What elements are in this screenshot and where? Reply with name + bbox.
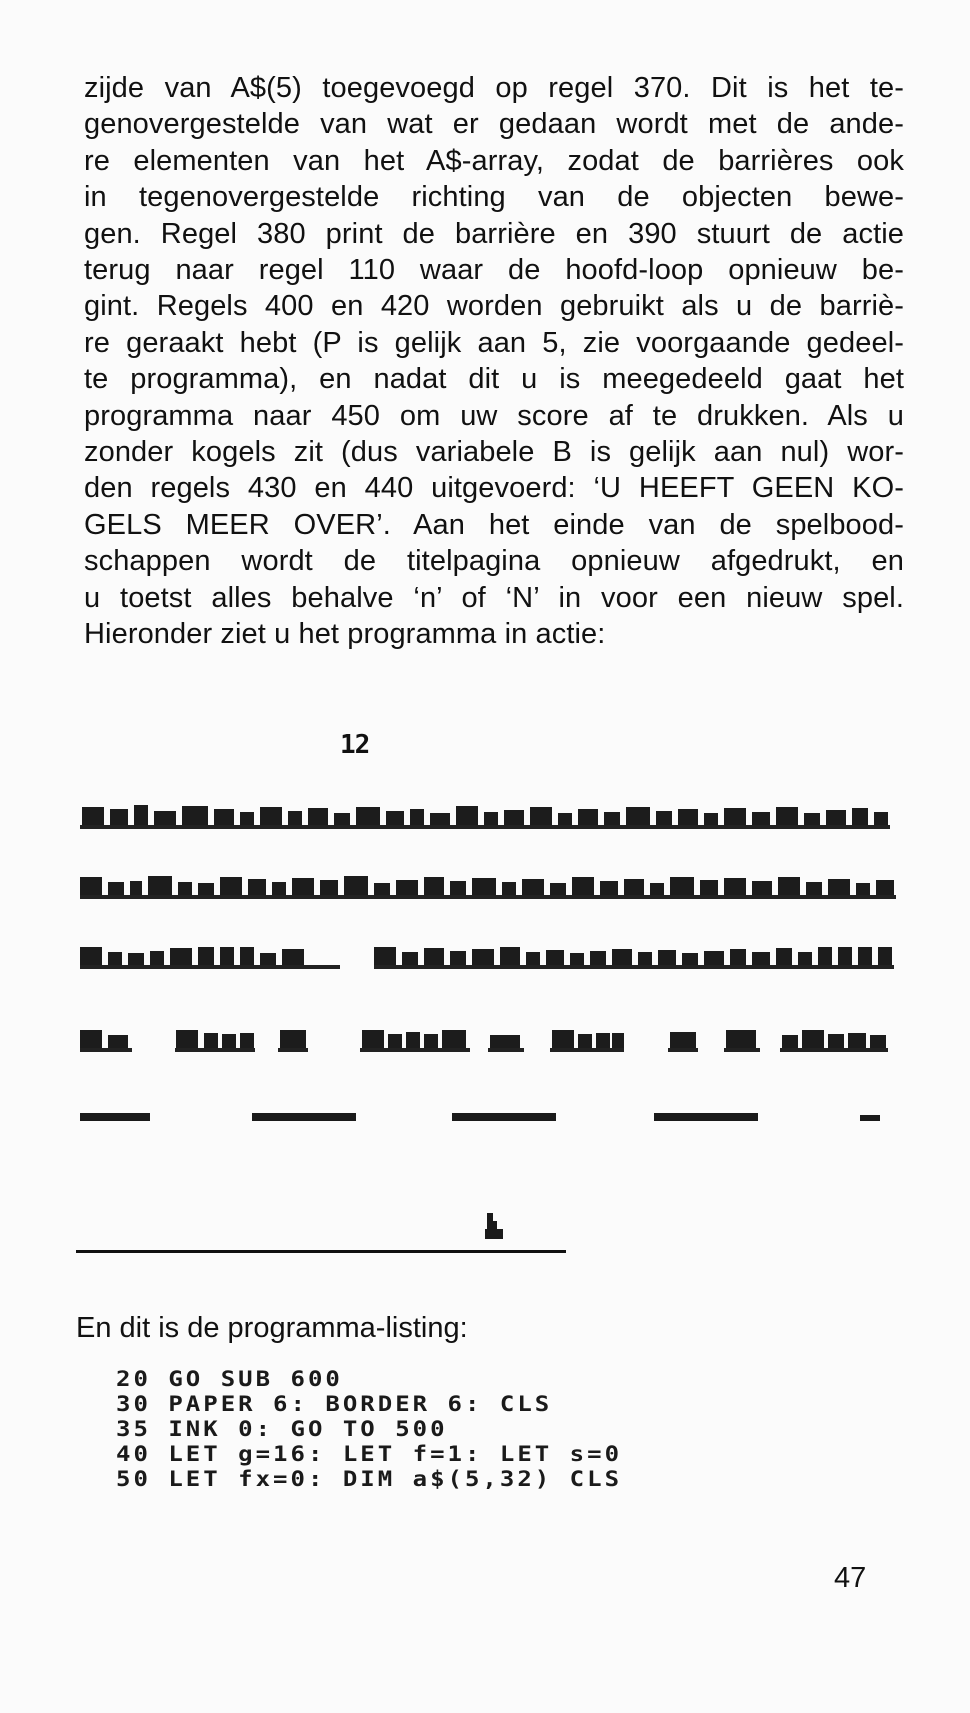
text-line: den regels 430 en 440 uitgevoerd: ‘U HEEFT GEEN KO- xyxy=(84,472,904,505)
text-line: schappen wordt de titelpagina opnieuw afgedrukt, en xyxy=(84,545,904,578)
text-line: re elementen van het A$-array, zodat de barrières ook xyxy=(84,144,904,177)
code-line: 30 PAPER 6: BORDER 6: CLS xyxy=(116,1391,553,1417)
barrier-row xyxy=(80,1107,900,1137)
text-line: zijde van A$(5) toegevoegd op regel 370. Dit is het te- xyxy=(84,72,904,104)
page-number: 47 xyxy=(834,1562,867,1594)
text-line: gint. Regels 400 en 420 worden gebruikt als u de barriè- xyxy=(84,290,904,323)
text-line: u toetst alles behalve ‘n’ of ‘N’ in voor een nieuw spel. xyxy=(84,581,904,614)
body-paragraph xyxy=(84,70,904,653)
ground-line xyxy=(76,1250,566,1253)
text-line: zonder kogels zit (dus variabele B is gelijk aan nul) wor- xyxy=(84,436,904,469)
sprite-row-4 xyxy=(80,1026,900,1056)
code-line: 20 GO SUB 600 xyxy=(116,1366,343,1392)
text-line: terug naar regel 110 waar de hoofd-loop opnieuw be- xyxy=(84,254,904,287)
player-icon xyxy=(485,1213,505,1239)
text-line: gen. Regel 380 print de barrière en 390 stuurt de actie xyxy=(84,217,904,250)
code-line: 35 INK 0: GO TO 500 xyxy=(116,1416,448,1442)
text-line: GELS MEER OVER’. Aan het einde van de spelbood- xyxy=(84,508,904,541)
code-line: 40 LET g=16: LET f=1: LET s=0 xyxy=(116,1441,623,1467)
text-line: Hieronder ziet u het programma in actie: xyxy=(84,618,606,651)
text-line: in tegenovergestelde richting van de objecten bewe- xyxy=(84,181,904,214)
text-line: genovergestelde van wat er gedaan wordt met de ande- xyxy=(84,108,904,141)
text-line: re geraakt hebt (P is gelijk aan 5, zie voorgaande gedeel- xyxy=(84,326,904,359)
code-line: 50 LET fx=0: DIM a$(5,32) CLS xyxy=(116,1466,623,1492)
sprite-row-2 xyxy=(80,873,900,903)
game-score: 12 xyxy=(340,730,370,760)
sprite-row-3 xyxy=(80,943,900,973)
listing-caption: En dit is de programma-listing: xyxy=(76,1312,468,1344)
program-listing xyxy=(116,1368,622,1493)
text-line: te programma), en nadat dit u is meegedeeld gaat het xyxy=(84,363,904,396)
text-line: programma naar 450 om uw score af te drukken. Als u xyxy=(84,399,904,432)
sprite-row-1 xyxy=(80,803,900,833)
